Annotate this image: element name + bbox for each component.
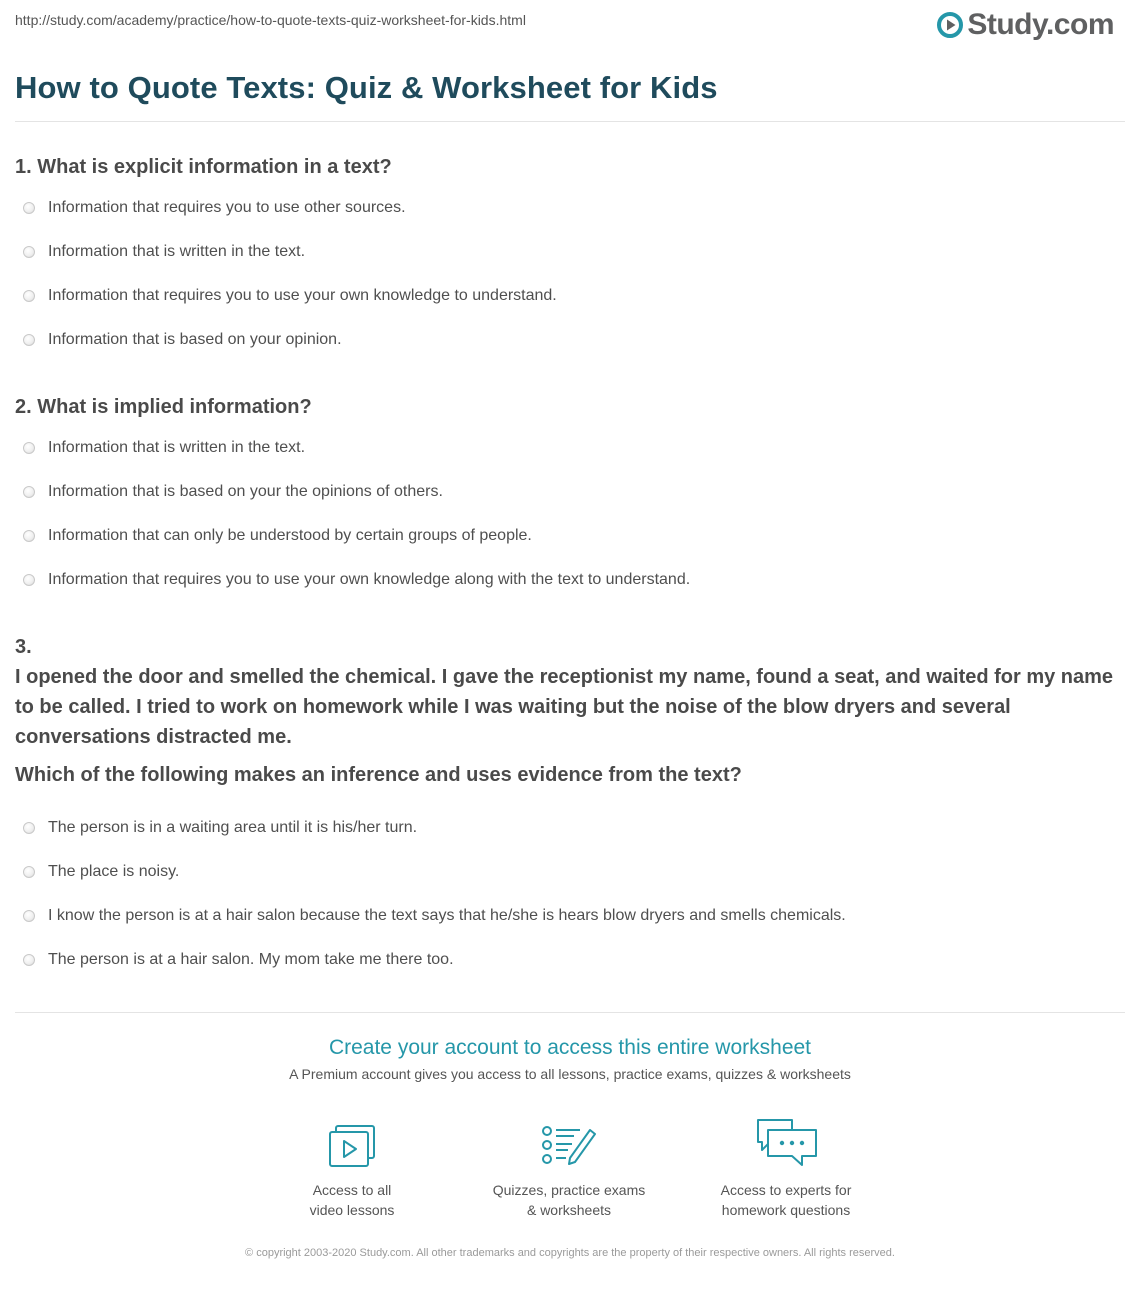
radio-button[interactable] bbox=[23, 954, 35, 966]
cta-heading[interactable]: Create your account to access this entire worksheet bbox=[328, 1036, 812, 1059]
option-label: The person is in a waiting area until it is his/her turn. bbox=[48, 819, 418, 836]
radio-button[interactable] bbox=[23, 530, 35, 542]
question-1-option-1[interactable] bbox=[23, 199, 406, 217]
question-1-option-4[interactable] bbox=[23, 331, 342, 349]
question-1-option-2[interactable] bbox=[23, 243, 305, 261]
question-1-option-3[interactable] bbox=[23, 287, 557, 305]
question-2-option-1[interactable] bbox=[23, 439, 305, 457]
question-2-option-3[interactable] bbox=[23, 527, 532, 545]
feature-quizzes bbox=[459, 1116, 679, 1220]
question-2-option-4[interactable] bbox=[23, 571, 690, 589]
quiz-checklist-icon bbox=[540, 1124, 598, 1168]
logo-text: Study.com bbox=[967, 8, 1114, 41]
option-label: The place is noisy. bbox=[48, 863, 180, 880]
question-3-option-4[interactable] bbox=[23, 951, 454, 969]
study-logo[interactable] bbox=[936, 8, 1114, 42]
option-label: Information that is based on your opinion. bbox=[48, 331, 342, 348]
option-label: I know the person is at a hair salon because the text says that he/she is hears blow dryers and smells chemicals. bbox=[48, 907, 846, 924]
page-url: http://study.com/academy/practice/how-to-quote-texts-quiz-worksheet-for-kids.html bbox=[15, 12, 526, 28]
feature-label-line-1: Quizzes, practice exams bbox=[492, 1182, 646, 1198]
page-title: How to Quote Texts: Quiz & Worksheet for Kids bbox=[15, 70, 718, 105]
chat-experts-icon bbox=[754, 1118, 818, 1168]
question-1-title: 1. What is explicit information in a text? bbox=[15, 156, 392, 178]
feature-label-line-2: homework questions bbox=[721, 1202, 851, 1218]
radio-button[interactable] bbox=[23, 290, 35, 302]
question-3-prompt: Which of the following makes an inference and uses evidence from the text? bbox=[15, 764, 742, 786]
option-label: Information that requires you to use other sources. bbox=[48, 199, 406, 216]
question-3-option-3[interactable] bbox=[23, 907, 846, 925]
feature-video-lessons bbox=[242, 1116, 462, 1220]
option-label: Information that requires you to use your own knowledge along with the text to understand. bbox=[48, 571, 691, 588]
divider bbox=[15, 1012, 1125, 1013]
question-2-option-2[interactable] bbox=[23, 483, 443, 501]
copyright-notice: © copyright 2003-2020 Study.com. All other trademarks and copyrights are the property of their respective owners. All rights reserved. bbox=[245, 1247, 895, 1259]
divider bbox=[15, 121, 1125, 122]
cta-subheading: A Premium account gives you access to all lessons, practice exams, quizzes & worksheets bbox=[289, 1066, 851, 1082]
feature-label-line-2: video lessons bbox=[309, 1202, 395, 1218]
radio-button[interactable] bbox=[23, 442, 35, 454]
option-label: Information that can only be understood by certain groups of people. bbox=[48, 527, 532, 544]
feature-label-line-1: Access to experts for bbox=[720, 1182, 852, 1198]
option-label: Information that requires you to use your own knowledge to understand. bbox=[48, 287, 557, 304]
radio-button[interactable] bbox=[23, 334, 35, 346]
question-2-title: 2. What is implied information? bbox=[15, 396, 312, 418]
feature-experts bbox=[676, 1116, 896, 1220]
option-label: Information that is based on your the opinions of others. bbox=[48, 483, 443, 500]
question-3-option-1[interactable] bbox=[23, 819, 417, 837]
question-3-option-2[interactable] bbox=[23, 863, 179, 881]
radio-button[interactable] bbox=[23, 486, 35, 498]
option-label: Information that is written in the text. bbox=[48, 439, 306, 456]
feature-label-line-1: Access to all bbox=[312, 1182, 392, 1198]
radio-button[interactable] bbox=[23, 822, 35, 834]
radio-button[interactable] bbox=[23, 574, 35, 586]
radio-button[interactable] bbox=[23, 246, 35, 258]
feature-label-line-2: & worksheets bbox=[526, 1202, 612, 1218]
radio-button[interactable] bbox=[23, 910, 35, 922]
radio-button[interactable] bbox=[23, 202, 35, 214]
play-circle-icon bbox=[936, 11, 964, 39]
question-3-passage: I opened the door and smelled the chemical. I gave the receptionist my name, found a seat, and waited for my name to be called. I tried to work on homework while I was waiting but the noise of the blow dryers and several conversations distracted me. bbox=[15, 666, 1114, 748]
question-3-number: 3. bbox=[15, 636, 32, 658]
option-label: The person is at a hair salon. My mom take me there too. bbox=[48, 951, 454, 968]
option-label: Information that is written in the text. bbox=[48, 243, 306, 260]
video-lessons-icon bbox=[326, 1124, 378, 1168]
radio-button[interactable] bbox=[23, 866, 35, 878]
